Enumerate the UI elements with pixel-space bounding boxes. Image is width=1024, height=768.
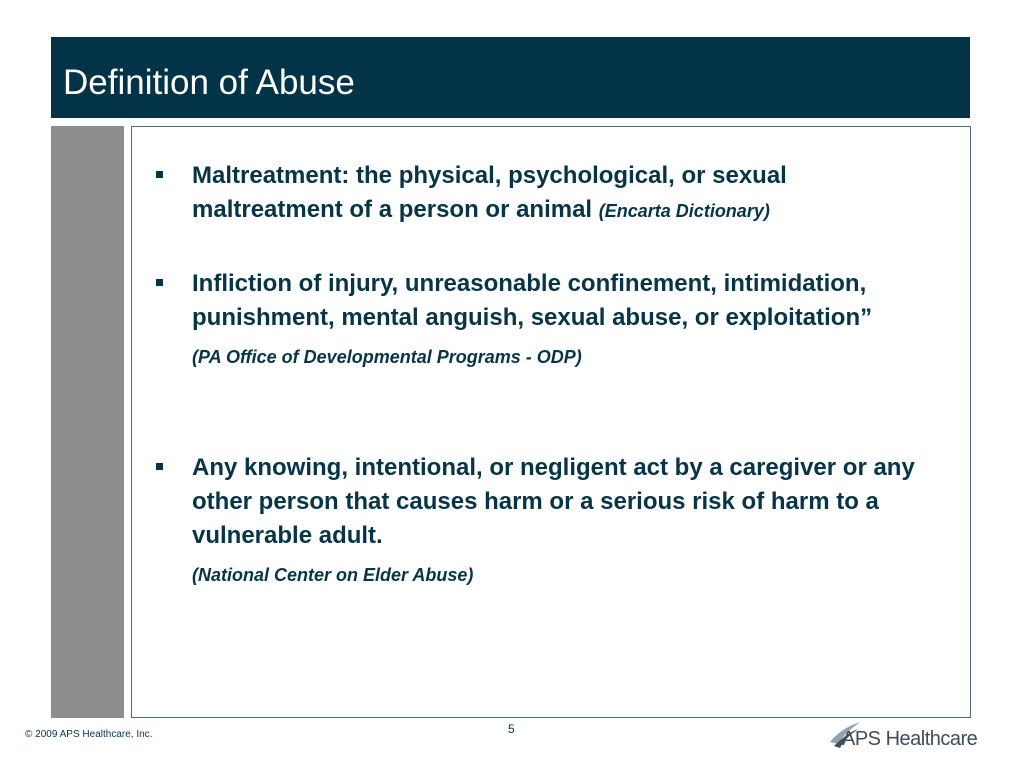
bullet-item-maltreatment (156, 159, 936, 228)
bullet-text (192, 159, 936, 228)
square-bullet-icon (156, 463, 163, 470)
bullet-text: Infliction of injury, unreasonable confinement, intimidation, punishment, mental anguish, sexual abuse, or exploitation” (192, 270, 873, 331)
citation-pa-odp: (PA Office of Developmental Programs - ODP) (192, 347, 582, 367)
bullet-item-knowing-act (156, 451, 936, 587)
sidebar-gray-band (51, 126, 124, 718)
content-box (131, 126, 971, 718)
title-bar (51, 37, 970, 118)
bullet-text-main: Maltreatment: the physical, psychological, or sexual maltreatment of a person or animal (192, 162, 787, 223)
footer-copyright: © 2009 APS Healthcare, Inc. (25, 729, 153, 740)
citation-ncea: (National Center on Elder Abuse) (192, 565, 474, 585)
page-number: 5 (508, 722, 515, 736)
bullet-text: Any knowing, intentional, or negligent act by a caregiver or any other person that causes harm or a serious risk of harm to a vulnerable adult. (192, 454, 915, 549)
square-bullet-icon (156, 171, 163, 178)
bullet-item-infliction (156, 267, 936, 369)
aps-healthcare-logo (828, 720, 978, 752)
slide-title: Definition of Abuse (63, 63, 355, 102)
citation-encarta: (Encarta Dictionary) (598, 201, 770, 221)
square-bullet-icon (156, 279, 163, 286)
logo-text: APS Healthcare (842, 728, 978, 750)
